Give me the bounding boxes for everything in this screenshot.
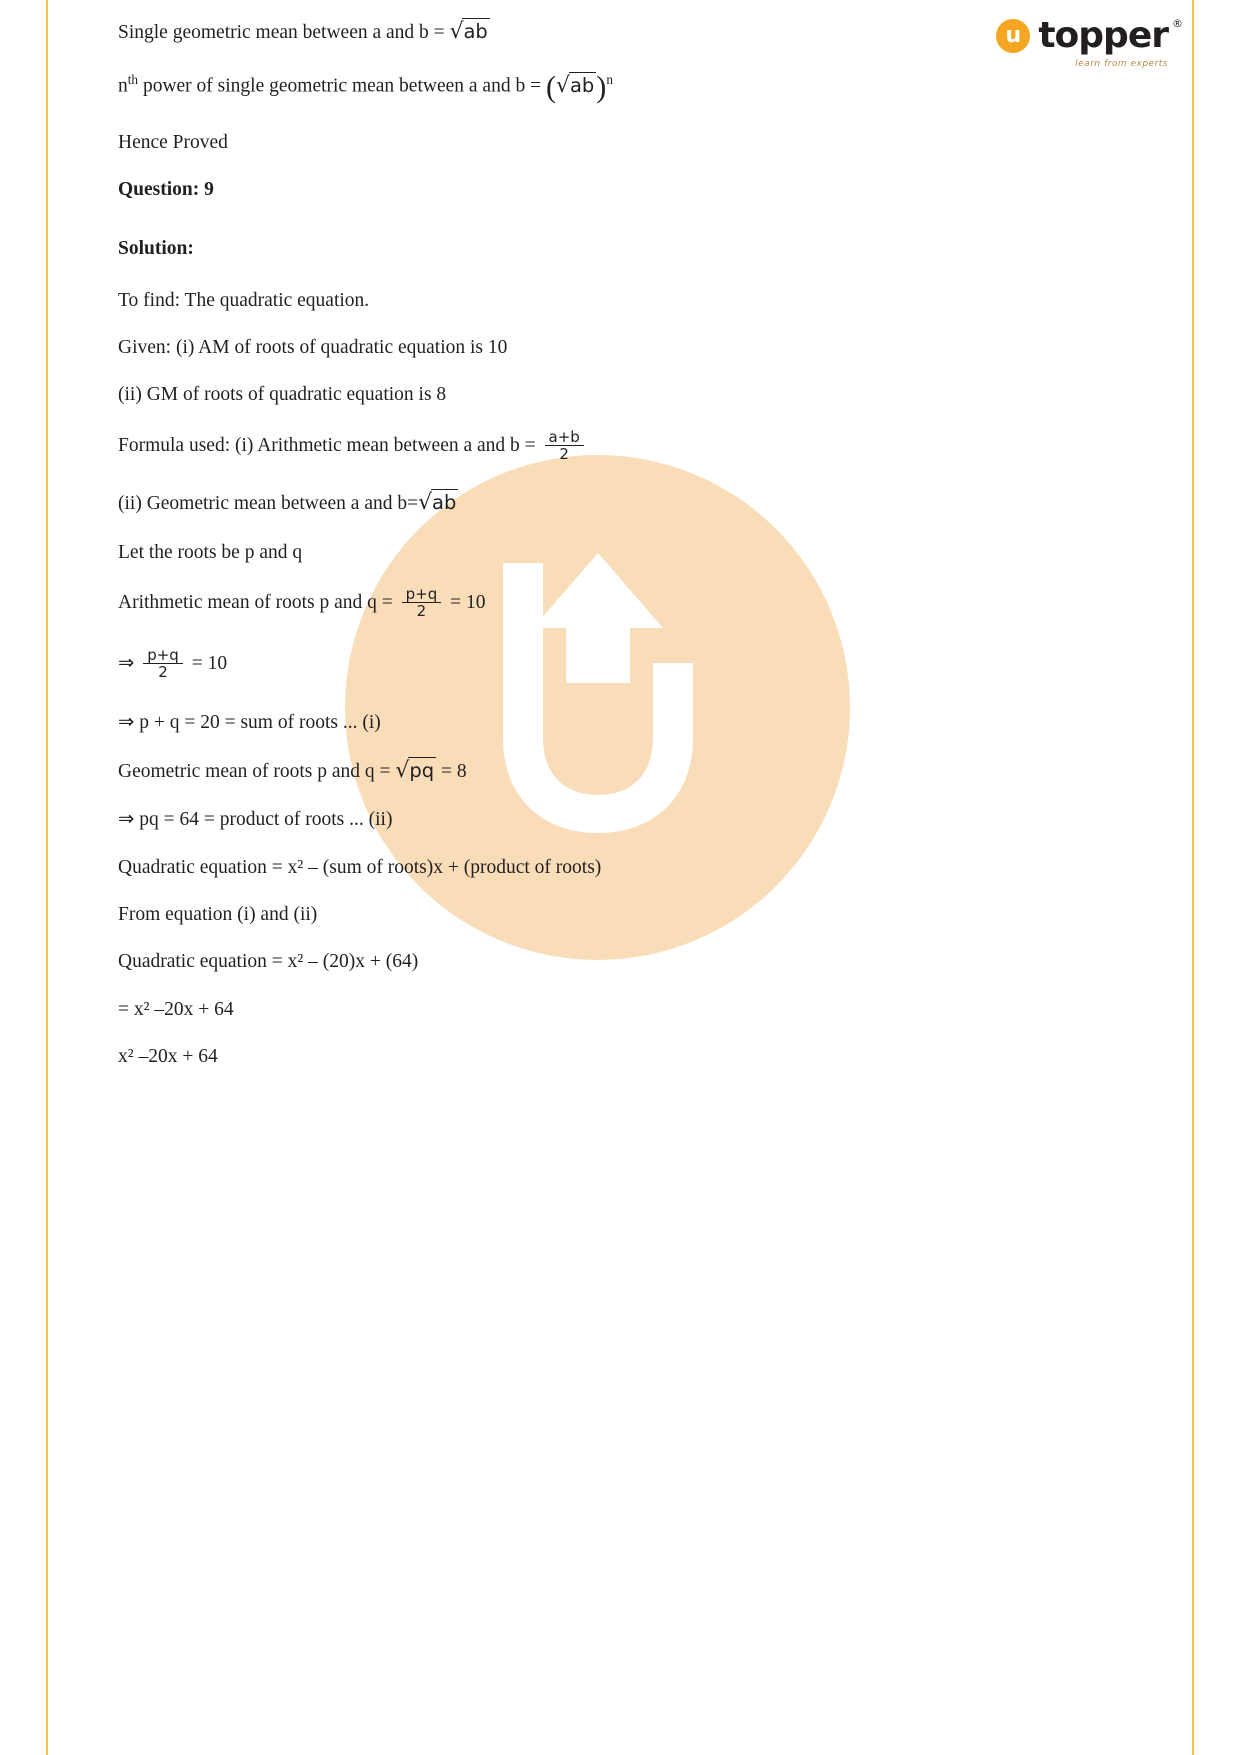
text-line-am-of-roots (118, 584, 1018, 621)
sqrt-ab-expression (418, 489, 458, 517)
radical-sign-icon: √ (395, 757, 410, 783)
text-line-single-gm (118, 18, 1018, 46)
text-line-quadratic-substituted: Quadratic equation = x² – (20)x + (64) (118, 951, 419, 973)
text-line-given-i: Given: (i) AM of roots of quadratic equation is 10 (118, 337, 508, 359)
radical-sign-icon: √ (418, 490, 433, 516)
text-line-nth-power (118, 68, 1018, 107)
text-line-product-of-roots: ⇒ pq = 64 = product of roots ... (ii) (118, 809, 393, 831)
text-line-to-find: To find: The quadratic equation. (118, 289, 370, 311)
text-line-implies-fraction (118, 648, 1018, 681)
fraction-numerator: p+q (405, 584, 438, 603)
n-superscript: th (127, 72, 139, 88)
text-line-quadratic-general: Quadratic equation = x² – (sum of roots)x + (product of roots) (118, 856, 602, 878)
question-heading: Question: 9 (118, 179, 214, 201)
equals-ten: = 10 (191, 653, 228, 675)
sqrt-ab-expression (556, 72, 596, 100)
text-line-given-ii: (ii) GM of roots of quadratic equation is 8 (118, 384, 447, 406)
text-line-let-roots: Let the roots be p and q (118, 541, 303, 563)
fraction-a-plus-b-over-2 (545, 429, 584, 462)
fraction-numerator: a+b (548, 427, 580, 446)
topper-logo-wordmark: topper (1038, 15, 1168, 56)
document-body (118, 18, 1018, 1091)
line-text: power of single geometric mean between a and b = (142, 75, 542, 97)
topper-logo-mark: u (996, 19, 1030, 53)
line-text: Single geometric mean between a and b = (118, 22, 445, 43)
sqrt-pq-expression (395, 757, 436, 785)
fraction-p-plus-q-over-2 (402, 586, 442, 619)
left-margin-rule (46, 0, 48, 1755)
topper-logo (996, 15, 1182, 69)
text-line-quadratic-final: x² –20x + 64 (118, 1046, 218, 1068)
equals-ten: = 10 (450, 592, 486, 613)
fraction-denominator: 2 (402, 602, 442, 619)
fraction-denominator: 2 (143, 663, 183, 680)
open-paren: ( (545, 70, 557, 105)
power-n: n (606, 72, 613, 88)
radicand: ab (569, 73, 595, 97)
text-line-sum-of-roots: ⇒ p + q = 20 = sum of roots ... (i) (118, 711, 381, 733)
radicand: ab (432, 491, 457, 515)
text-line-quadratic-simplified: = x² –20x + 64 (118, 998, 234, 1020)
fraction-p-plus-q-over-2 (143, 647, 183, 680)
text-line-formula-i (118, 427, 1018, 463)
line-text: (ii) Geometric mean between a and b= (118, 493, 419, 515)
fraction-numerator: p+q (147, 646, 179, 665)
right-margin-rule (1192, 0, 1194, 1755)
radicand: ab (463, 20, 488, 43)
equals-eight: = 8 (440, 760, 467, 782)
radicand: pq (409, 758, 435, 782)
sqrt-ab-expression (450, 18, 490, 46)
text-line-from-equations: From equation (i) and (ii) (118, 904, 318, 926)
fraction-denominator: 2 (545, 445, 584, 462)
radical-sign-icon: √ (449, 19, 464, 44)
implies-arrow-icon: ⇒ (118, 653, 135, 675)
text-line-gm-of-roots (118, 757, 1018, 785)
line-text: Formula used: (i) Arithmetic mean between a and b = (118, 434, 536, 456)
solution-heading: Solution: (118, 238, 194, 260)
n-base: n (118, 75, 128, 97)
registered-icon: ® (1172, 17, 1182, 30)
line-text: Arithmetic mean of roots p and q = (118, 592, 393, 613)
close-paren: ) (596, 70, 607, 105)
line-text: Geometric mean of roots p and q = (118, 760, 391, 782)
topper-logo-text (1038, 15, 1182, 69)
text-line-formula-ii (118, 489, 1018, 517)
radical-sign-icon: √ (556, 72, 570, 98)
topper-logo-tagline: learn from experts (1075, 59, 1168, 69)
text-line-hence-proved: Hence Proved (118, 131, 228, 153)
